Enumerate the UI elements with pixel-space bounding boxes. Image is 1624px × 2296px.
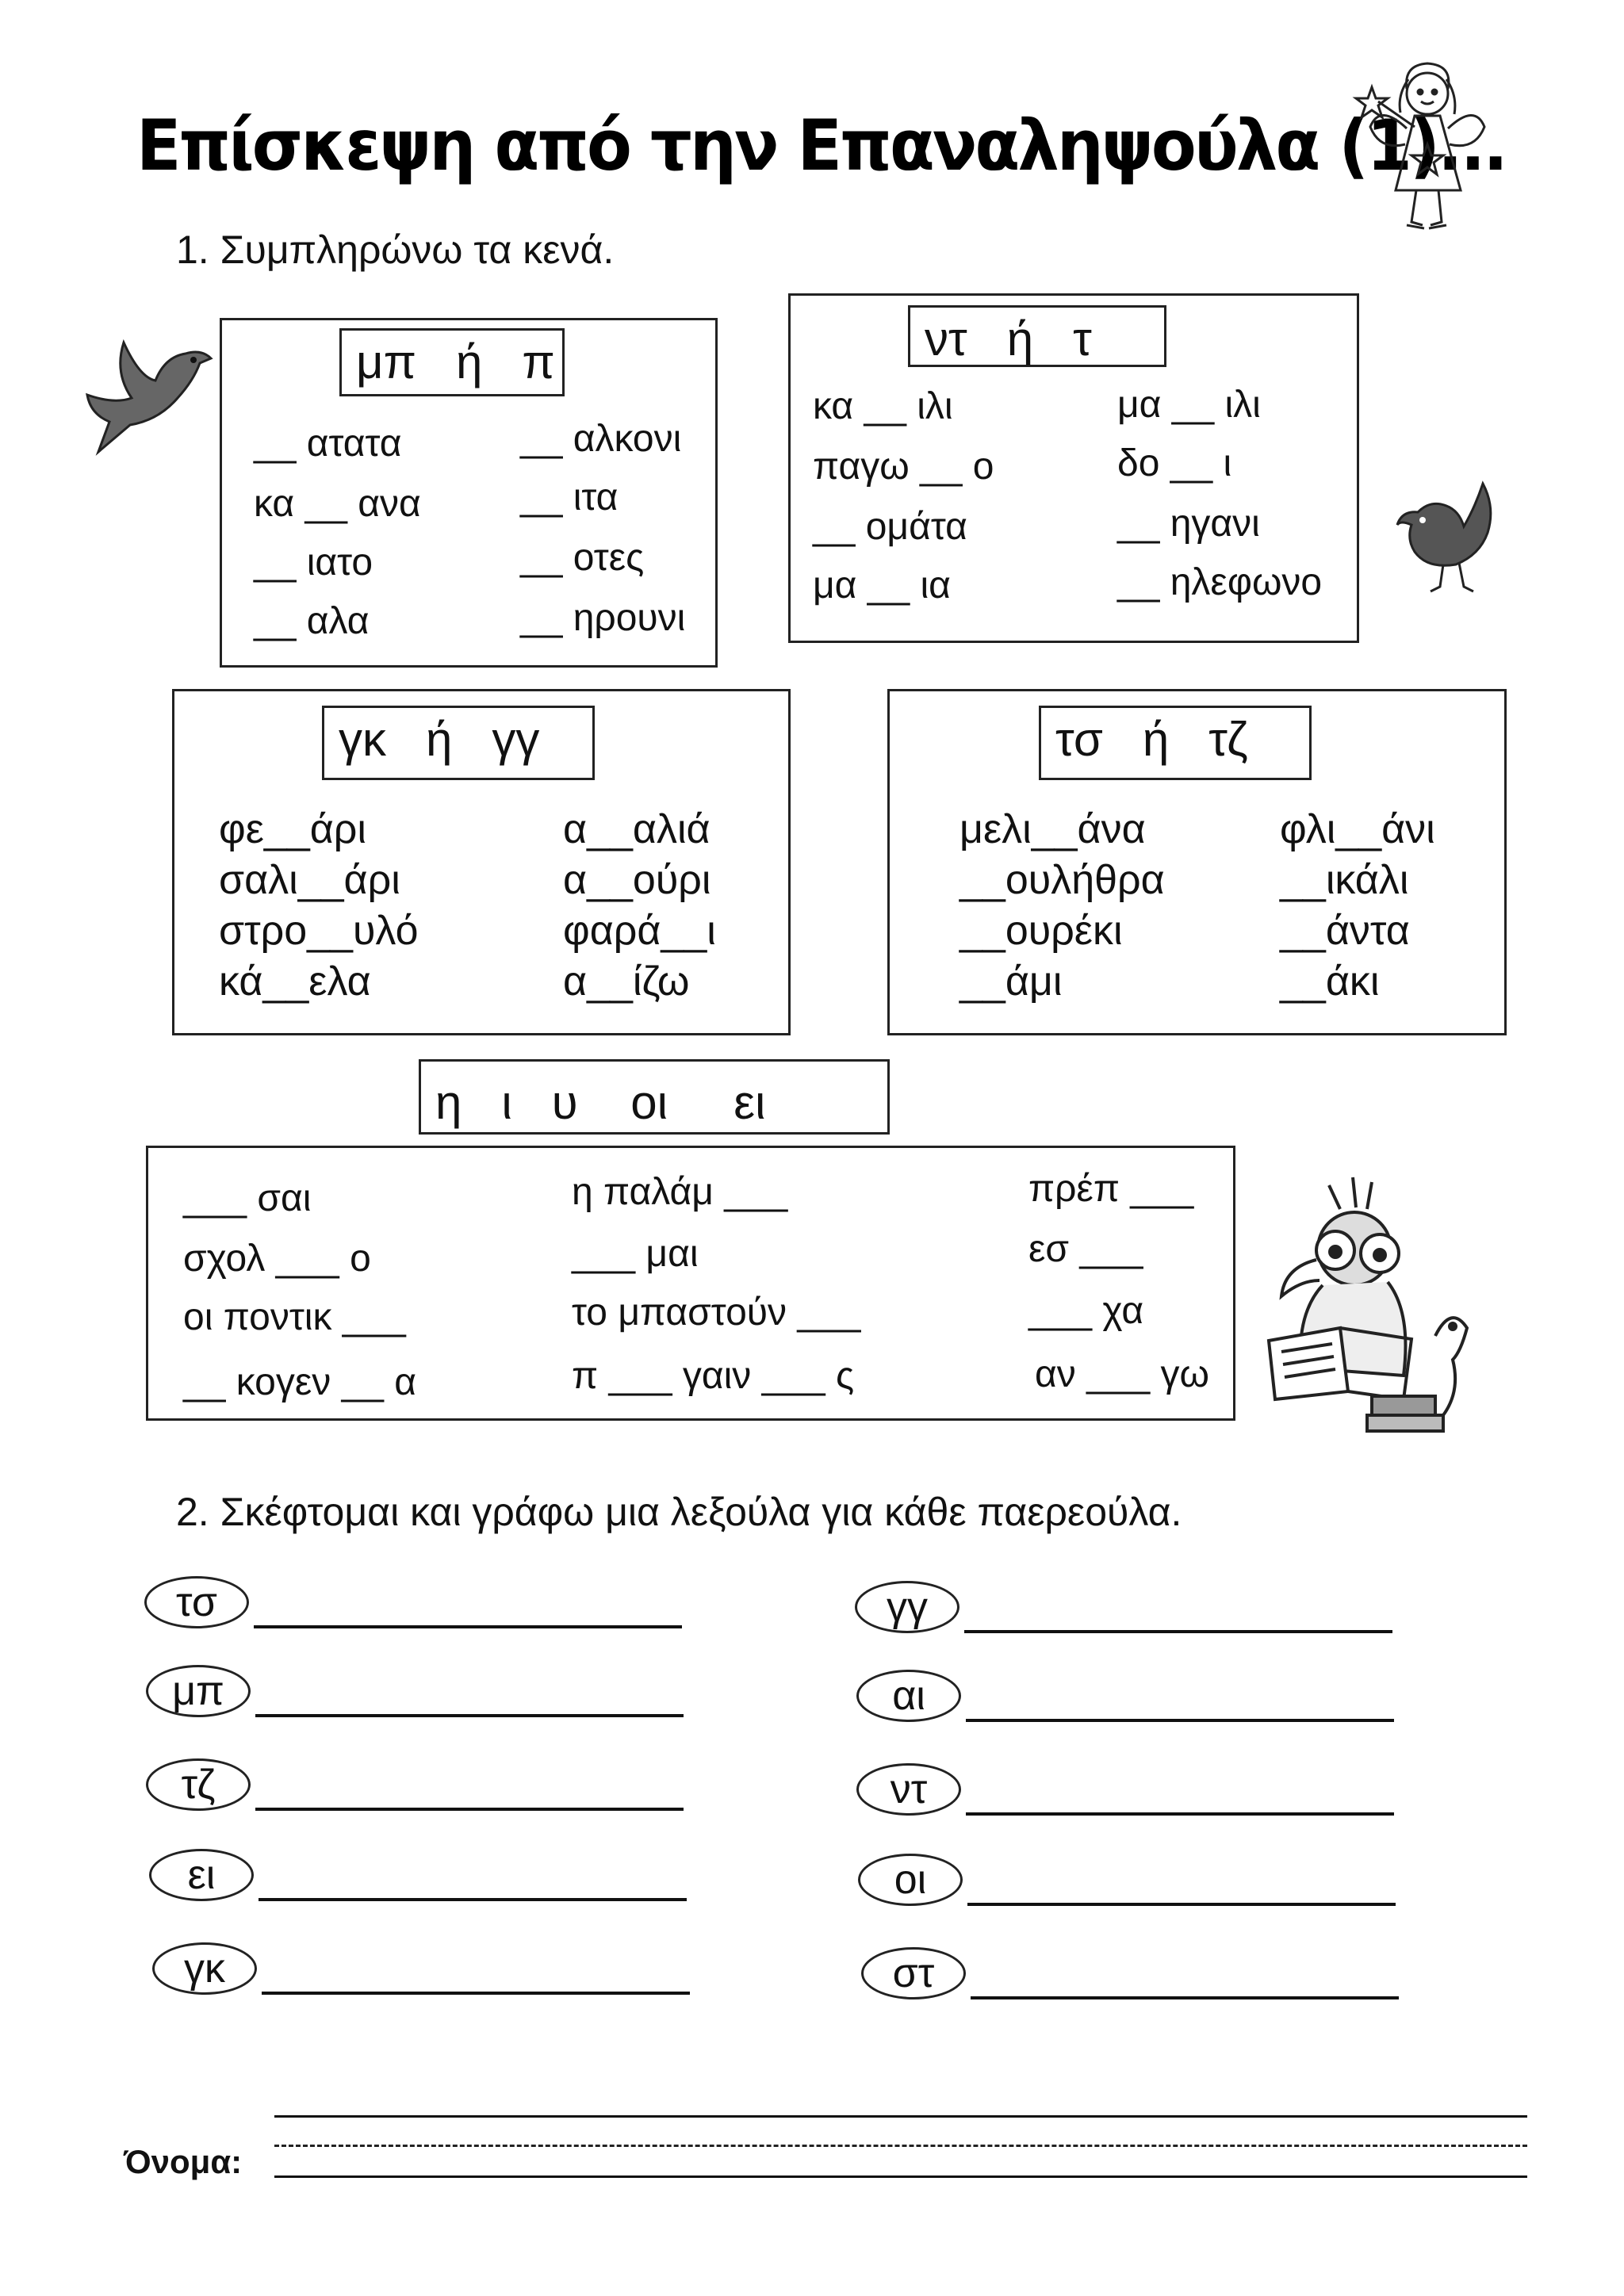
fill-in-word: κα __ ανα [254,483,421,525]
fill-in-word: __ ατατα [254,423,402,465]
letter-pair-oval: γγ [855,1581,959,1633]
fairy-illustration [1348,55,1491,246]
worksheet-title: Επίσκεψη από την Επαναληψούλα (1)... [136,105,1506,186]
fill-in-word: __ κογεν __ α [183,1361,417,1403]
letter-pair-row [856,1670,1396,1722]
fill-in-word: __ ηγανι [1117,503,1260,545]
answer-line[interactable] [262,1992,690,1995]
answer-line[interactable] [967,1903,1396,1906]
exercise2-instruction: 2. Σκέφτομαι και γράφω μια λεξούλα για κάθε παερεούλα. [176,1490,1182,1534]
letter-pair-oval: αι [856,1670,961,1722]
fill-in-word: __ ηλεφωνο [1117,561,1323,603]
exercise1-instruction: 1. Συμπληρώνω τα κενά. [176,228,615,272]
answer-line[interactable] [964,1630,1392,1633]
letter-pair-row [856,1763,1396,1816]
fill-in-word: κά__ελα [219,959,371,1004]
fill-in-word: μα __ ιλι [1117,384,1261,426]
letter-pair-oval: στ [861,1947,966,1999]
fill-in-word: φαρά__ι [563,908,716,954]
letter-pair-row [152,1942,691,1995]
fill-in-word: μελι__άνα [959,806,1146,852]
answer-line[interactable] [966,1812,1394,1816]
fill-in-word: σαλι__άρι [219,857,400,903]
small-bird-illustration [1396,476,1507,603]
fill-in-word: π ___ γαιν ___ ς [572,1355,855,1397]
letter-pair-oval: μπ [146,1665,251,1717]
fill-in-word: __ ιτα [520,476,619,519]
fill-in-word: α__ίζω [563,959,690,1004]
fill-in-word: η παλάμ ___ [572,1171,788,1213]
mp-box-header: μπ ή π [339,328,565,396]
answer-line[interactable] [255,1808,684,1811]
fill-in-word: οι ποντικ ___ [183,1296,406,1338]
name-label: Όνομα: [124,2143,243,2180]
answer-line[interactable] [971,1996,1399,1999]
fill-in-word: __ αλα [254,600,370,642]
mp-exercise-box [220,318,718,668]
fill-in-word: __ουρέκι [959,908,1123,954]
fill-in-word: ___ σαι [183,1177,312,1219]
nt-exercise-box [788,293,1359,643]
name-top-rule [274,2115,1527,2118]
gk-box-header: γκ ή γγ [322,706,595,780]
fill-in-word: __ αλκονι [520,418,682,460]
fill-in-word: πρέπ ___ [1028,1168,1194,1210]
name-answer-line[interactable] [274,2175,1527,2178]
fill-in-word: ___ μαι [572,1233,699,1275]
fill-in-word: ___ χα [1028,1290,1144,1332]
letter-pair-row [861,1947,1400,1999]
fill-in-word: __ ομάτα [813,506,967,548]
fill-in-word: __ικάλι [1280,857,1409,903]
letter-pair-oval: τζ [146,1758,251,1811]
letter-pair-row [144,1576,684,1628]
fill-in-word: μα __ ια [813,564,951,607]
letter-pair-row [855,1581,1394,1633]
name-dashed-guide [274,2145,1527,2147]
gk-exercise-box [172,689,791,1035]
ts-box-header: τσ ή τζ [1039,706,1312,780]
bird-illustration [82,325,217,460]
nt-box-header: ντ ή τ [908,305,1166,367]
fill-in-word: __άντα [1280,908,1410,954]
letter-pair-oval: ει [149,1849,254,1901]
fill-in-word: φλι__άνι [1280,806,1435,852]
fill-in-word: παγω __ ο [813,446,994,488]
letter-pair-row [146,1665,685,1717]
fill-in-word: εσ ___ [1028,1228,1143,1270]
letter-pair-oval: γκ [152,1942,257,1995]
letter-pair-row [149,1849,688,1901]
fill-in-word: __ουλήθρα [959,857,1165,903]
letter-pair-oval: ντ [856,1763,961,1816]
answer-line[interactable] [254,1625,682,1628]
fill-in-word: αν ___ γω [1035,1353,1209,1395]
fill-in-word: το μπαστούν ___ [572,1292,861,1334]
reading-parrot-illustration [1253,1161,1483,1439]
fill-in-word: __ ιατο [254,541,373,584]
fill-in-word: δο __ ι [1117,442,1232,484]
fill-in-word: φε__άρι [219,806,366,852]
ts-exercise-box [887,689,1507,1035]
fill-in-word: __άμι [959,959,1063,1004]
vowels-exercise-box [146,1146,1235,1421]
answer-line[interactable] [259,1898,687,1901]
fill-in-word: __άκι [1280,959,1380,1004]
fill-in-word: α__αλιά [563,806,710,852]
letter-pair-oval: τσ [144,1576,249,1628]
answer-line[interactable] [255,1714,684,1717]
fill-in-word: α__ούρι [563,857,711,903]
fill-in-word: στρο__υλό [219,908,419,954]
letter-pair-row [146,1758,685,1811]
answer-line[interactable] [966,1719,1394,1722]
vowels-box-header: η ι υ οι ει [419,1059,890,1135]
letter-pair-oval: οι [858,1854,963,1906]
letter-pair-row [858,1854,1397,1906]
fill-in-word: σχολ ___ ο [183,1238,371,1280]
fill-in-word: __ οτες [520,537,645,579]
fill-in-word: κα __ ιλι [813,385,953,427]
fill-in-word: __ ηρουνι [520,597,686,639]
